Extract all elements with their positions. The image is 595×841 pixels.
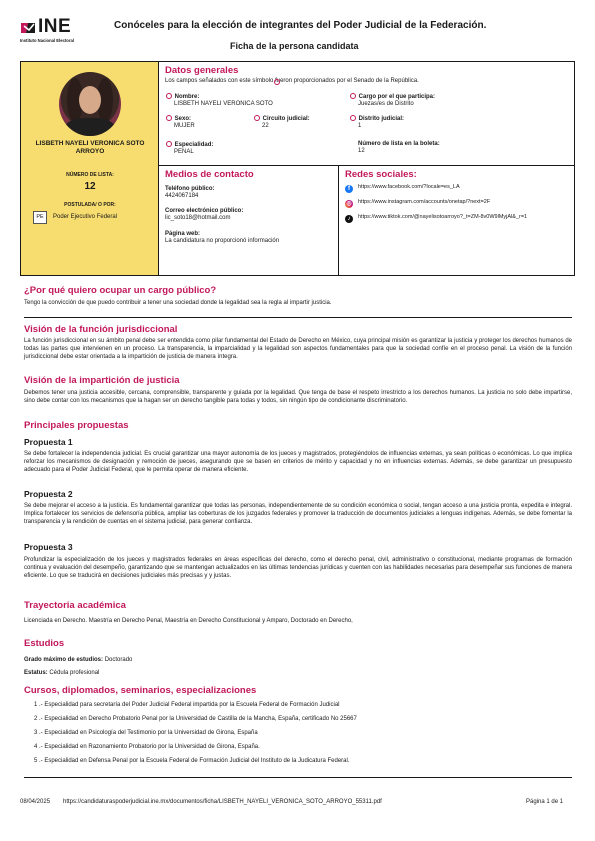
grado-label: Grado máximo de estudios:	[24, 657, 104, 663]
postulated-by: Poder Ejecutivo Federal	[53, 214, 118, 220]
logo-text: INE	[38, 16, 72, 37]
propuesta-3-title: Propuesta 3	[24, 542, 73, 552]
datos-generales-section	[159, 62, 574, 166]
tiktok-icon: ♪	[345, 215, 353, 223]
correo-field	[165, 208, 243, 221]
correo-value[interactable]: lic_soto18@hotmail.com	[165, 215, 231, 221]
especialidad-value: PENAL	[174, 149, 194, 155]
vision-imparticion-text: Debemos tener una justicia accesible, cercana, comprensible, transparente y guiada por la legalidad. Que tenga de base el respeto irrestricto a los derechos humanos. La justicia no solo debe impartirse, sino debe contar con los mecanismos que la hagan ser un derecho tangible para todas y todos, sin ningún tipo de condicionante discriminatorio.	[24, 390, 572, 404]
footer-date: 08/04/2025	[20, 799, 51, 805]
web-field	[165, 231, 279, 244]
cargo-field	[349, 93, 435, 107]
lista-boleta-value: 12	[358, 148, 365, 154]
senado-marker-icon	[350, 93, 356, 99]
porque-title: ¿Por qué quiero ocupar un cargo público?	[24, 285, 217, 296]
senado-marker-icon	[166, 115, 172, 121]
facebook-icon: f	[345, 185, 353, 193]
social-link-instagram[interactable]	[345, 199, 490, 208]
page-title: Conóceles para la elección de integrantes del Poder Judicial de la Federación.	[114, 20, 487, 31]
sexo-value: MUJER	[174, 123, 195, 129]
logo-subtitle: Instituto Nacional Electoral	[20, 38, 74, 43]
social-link-tiktok[interactable]	[345, 214, 527, 223]
vision-funcion-title: Visión de la función jurisdiccional	[24, 324, 178, 335]
redes-title: Redes sociales:	[345, 169, 417, 180]
postulated-label: POSTULADA/ O POR:	[64, 202, 116, 208]
ine-logo	[20, 18, 92, 44]
trayectoria-text: Licenciada en Derecho. Maestría en Derecho Penal, Maestría en Derecho Constitucional y Amparo, Doctorado en Derecho,	[24, 618, 353, 624]
propuesta-3-text: Profundizar la especialización de los jueces y magistrados federales en áreas específicas del derecho, como el derecho penal, civil, administrativo o constitucional, mediante programas de formación continua y evaluación del desempeño, garantizando que se mantengan actualizados en las últimas tendencias jurídicas y cuenten con las habilidades necesarias para desempeñar sus funciones de manera eficiente. Lo que se traducirá en decisiones judiciales más precisas y y justas.	[24, 557, 572, 579]
divider	[24, 777, 572, 778]
grado-field	[24, 656, 572, 664]
instagram-url[interactable]: https://www.instagram.com/accounts/onetap/?next=2F	[358, 199, 491, 205]
propuesta-1-text: Se debe fortalecer la independencia judicial. Es crucial garantizar una mayor autonomía de los jueces y magistrados, protegiéndolos de influencias externas, ya sean políticas o económicas. Lo que implica reforzar los mecanismos de designación y remoción de jueces, asegurando que se basen en criterios de mérito y capacidad y no en influencias externas. Además, se debe garantizar un presupuesto adecuado para el Poder Judicial Federal, que le permita operar de manera eficiente.	[24, 451, 572, 473]
senado-marker-icon	[254, 115, 260, 121]
correo-label: Correo electrónico público:	[165, 208, 244, 214]
senado-marker-icon	[274, 79, 280, 85]
telefono-field	[165, 186, 215, 199]
candidate-profile-panel	[21, 62, 159, 275]
propuestas-title: Principales propuestas	[24, 420, 129, 431]
distrito-field	[349, 115, 404, 129]
web-value: La candidatura no proporcionó información	[165, 238, 280, 244]
distrito-label: Distrito judicial:	[358, 116, 405, 122]
divider	[24, 317, 572, 318]
cargo-value: Juezas/es de Distrito	[358, 101, 414, 107]
senado-note	[165, 78, 419, 84]
curso-item: 3 .- Especialidad en Psicología del Testimonio por la Universidad de Girona, España	[34, 730, 258, 736]
datos-generales-title: Datos generales	[165, 65, 239, 76]
medios-title: Medios de contacto	[165, 169, 254, 180]
curso-item: 1 .- Especialidad para secretaría del Poder Judicial Federal impartida por la Escuela Federal de Formación Judicial	[34, 702, 340, 708]
postulated-badge: PE	[33, 211, 47, 224]
list-number-label: NÚMERO DE LISTA:	[66, 172, 114, 178]
social-link-facebook[interactable]	[345, 184, 460, 193]
page-subtitle: Ficha de la persona candidata	[230, 41, 359, 51]
lista-boleta-field	[358, 141, 440, 154]
nombre-field	[165, 93, 273, 107]
senado-marker-icon	[166, 93, 172, 99]
curso-item: 5 .- Especialidad en Defensa Penal por la Escuela Federal de Formación Judicial del Instituto de la Judicatura Federal.	[34, 758, 350, 764]
redes-sociales-section	[339, 166, 574, 275]
curso-item: 4 .- Especialidad en Razonamiento Probatorio por la Universidad de Girona, España.	[34, 744, 260, 750]
medios-contacto-section	[159, 166, 339, 275]
curso-item: 2 .- Especialidad en Derecho Probatorio Penal por la Universidad de Castilla de la Mancha, España, certificado No 25667	[34, 716, 357, 722]
senado-marker-icon	[350, 115, 356, 121]
instagram-icon: ◎	[346, 201, 352, 207]
nombre-label: Nombre:	[174, 94, 200, 100]
senado-note-text: Los campos señalados con este símbolo fueron proporcionados por el Senado de la República.	[165, 78, 419, 84]
tiktok-url[interactable]: https://www.tiktok.com/@nayelisotoarroyo?_t=ZM-8v0W9lMyjAl&_r=1	[358, 214, 528, 220]
estatus-label: Estatus:	[24, 670, 48, 676]
circuito-label: Circuito judicial:	[262, 116, 310, 122]
nombre-value: LISBETH NAYELI VERONICA SOTO	[174, 101, 273, 107]
vision-imparticion-title: Visión de la impartición de justicia	[24, 375, 180, 386]
cursos-title: Cursos, diplomados, seminarios, especializaciones	[24, 685, 257, 696]
telefono-label: Teléfono público:	[165, 186, 215, 192]
sexo-label: Sexo:	[174, 116, 192, 122]
distrito-value: 1	[358, 123, 362, 129]
web-label: Página web:	[165, 231, 201, 237]
list-number: 12	[84, 181, 96, 192]
estatus-value: Cédula profesional	[49, 670, 100, 676]
estudios-title: Estudios	[24, 638, 65, 649]
telefono-value: 4424067184	[165, 193, 199, 199]
propuesta-1-title: Propuesta 1	[24, 437, 73, 447]
estatus-field	[24, 669, 572, 677]
footer-url[interactable]: https://candidaturaspoderjudicial.ine.mx/documentos/ficha/LISBETH_NAYELI_VERONICA_SOTO_ARROYO_55311.pdf	[63, 799, 382, 805]
sexo-field	[165, 115, 195, 129]
candidate-card	[20, 61, 575, 276]
circuito-field	[253, 115, 310, 129]
circuito-value: 22	[262, 123, 269, 129]
propuesta-2-title: Propuesta 2	[24, 489, 73, 499]
trayectoria-title: Trayectoria académica	[24, 600, 126, 611]
especialidad-field	[165, 141, 213, 155]
cargo-label: Cargo por el que participa:	[358, 94, 436, 100]
senado-marker-icon	[166, 141, 172, 147]
facebook-url[interactable]: https://www.facebook.com/?locale=es_LA	[358, 184, 460, 190]
grado-value: Doctorado	[104, 657, 133, 663]
porque-text: Tengo la convicción de que puedo contribuir a tener una sociedad donde la legalidad sea la regla al impartir justicia.	[24, 300, 332, 306]
ine-logo-mark-icon	[20, 20, 36, 36]
candidate-photo	[59, 72, 121, 136]
especialidad-label: Especialidad:	[174, 142, 214, 148]
page-header	[20, 18, 575, 58]
footer-page: Página 1 de 1	[526, 799, 564, 805]
lista-boleta-label: Número de lista en la boleta:	[358, 141, 440, 147]
candidate-name: LISBETH NAYELI VERONICA SOTO ARROYO	[35, 140, 145, 155]
vision-funcion-text: La función jurisdiccional en su ámbito penal debe ser entendida como pilar fundamental del Estado de Derecho en México, cuya principal misión es garantizar la justicia y proteger los derechos humanos de todas las partes que intervienen en un proceso. La transparencia, la imparcialidad y la legalidad son aspectos fundamentales para que la sociedad confíe en el proceso penal. La visión de la función jurisdiccional debe estar orientada a la impartición de justicia de manera íntegra.	[24, 338, 572, 360]
propuesta-2-text: Se debe mejorar el acceso a la justicia. Es fundamental garantizar que todas las personas, independientemente de su condición económica o social, tengan acceso a una justicia pronta, expedita e integral. Implica fortalecer los servicios de defensoría pública, ampliar las coberturas de los juzgados federales y promover la traducción de documentos judiciales a lenguas indígenas. Además, se debe fomentar la transparencia y la rendición de cuentas en el sistema judicial, para generar confianza.	[24, 503, 572, 525]
